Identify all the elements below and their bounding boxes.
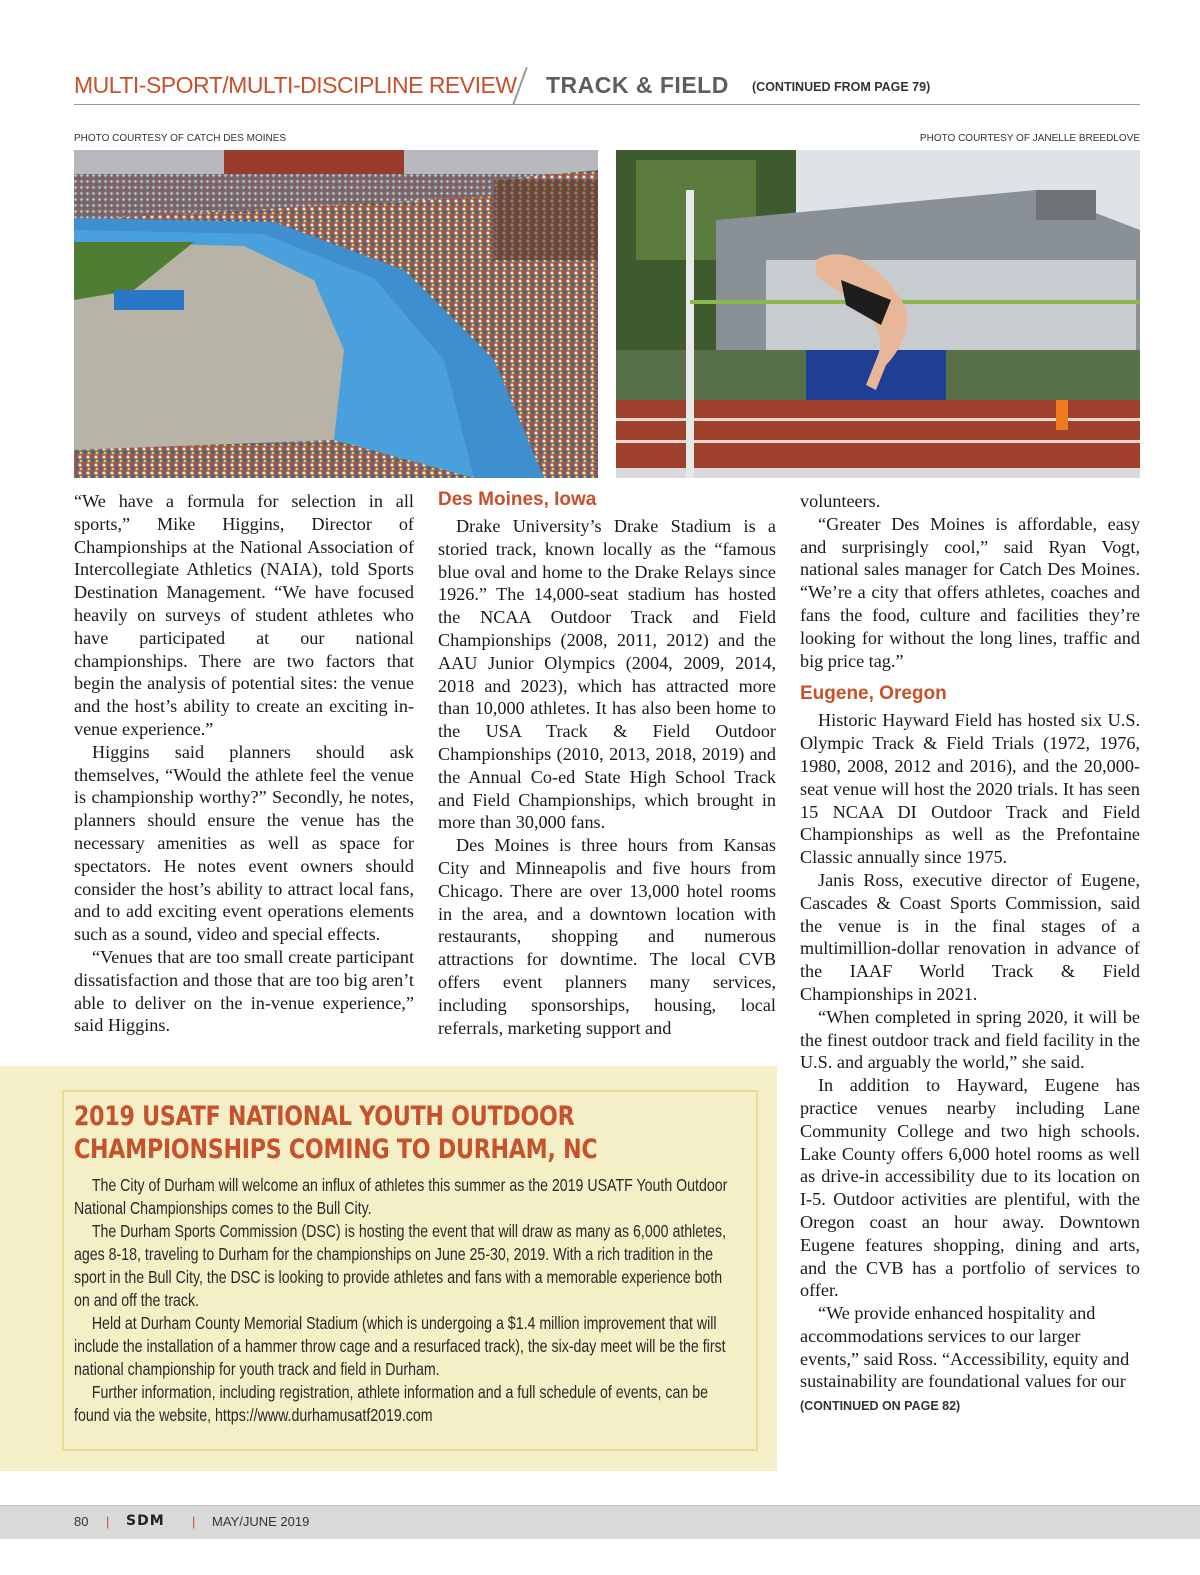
section-title: TRACK & FIELD bbox=[546, 72, 729, 98]
article-paragraph bbox=[800, 1302, 1140, 1418]
photo-credit-right: PHOTO COURTESY OF JANELLE BREEDLOVE bbox=[919, 133, 1140, 144]
sidebar-title bbox=[74, 1100, 632, 1166]
stadium-photo bbox=[74, 150, 598, 478]
sidebar-paragraph: Held at Durham County Memorial Stadium (which is undergoing a $1.4 million improvement that will include the installation of a hammer throw cage and a resurfaced track), the six-day meet will be the first national championship for youth track and field in Durham. bbox=[74, 1313, 726, 1379]
sidebar-paragraph: The Durham Sports Commission (DSC) is hosting the event that will draw as many as 6,000 athletes, ages 8-18, traveling to Durham for the championships on June 25-30, 2019. With a rich tradition in the sport in the Bull City, the DSC is looking to provide athletes and fans with a memorable experience both on and off the track. bbox=[74, 1221, 727, 1310]
article-paragraph: volunteers. bbox=[800, 491, 881, 511]
sidebar-body bbox=[74, 1174, 741, 1427]
article-paragraph: In addition to Hayward, Eugene has practice venues nearby including Lane Community College and two high schools. Lake County offers 6,000 hotel rooms as well as drive-in accessibility due to its location on I-5. Outdoor activities are plentiful, with the Oregon coast an hour away. Downtown Eugene features shopping, dining and arts, and the CVB has a portfolio of services to offer. bbox=[800, 1075, 1140, 1301]
photo-credit-left: PHOTO COURTESY OF CATCH DES MOINES bbox=[74, 133, 287, 144]
footer-divider: | bbox=[192, 1514, 196, 1529]
article-paragraph: Des Moines is three hours from Kansas City and Minneapolis and five hours from Chicago. There are over 13,000 hotel rooms in the area, and a downtown location with restaurants, shopping and numerous attractions for downtime. The local CVB offers event planners many services, including sponsorships, housing, local referrals, marketing support and bbox=[438, 835, 776, 1038]
article-paragraph: Drake University’s Drake Stadium is a storied track, known locally as the “famous blue oval and home to the Drake Relays since 1926.” The 14,000-seat stadium has hosted the NCAA Outdoor Track and Field Championships (2008, 2011, 2012) and the AAU Junior Olympics (2004, 2009, 2014, 2018 and 2023), which has attracted more than 10,000 athletes. It has also been home to the USA Track & Field Outdoor Championships (2010, 2013, 2018, 2019) and the Annual Co-ed State High School Track and Field Championships, which brought in more than 30,000 fans. bbox=[438, 516, 776, 833]
page-header bbox=[74, 68, 1140, 105]
issue-date: MAY/JUNE 2019 bbox=[212, 1514, 310, 1529]
high-jump-photo bbox=[616, 150, 1140, 478]
article-paragraph: “Venues that are too small create participant dissatisfaction and those that are too big aren’t able to deliver on the in-venue experience,” said Higgins. bbox=[74, 946, 414, 1036]
page-footer bbox=[0, 1505, 1200, 1539]
article-paragraph: Higgins said planners should ask themselves, “Would the athlete feel the venue is championship worthy?” Secondly, he notes, planners should ensure the venue has the necessary amenities as well as space for spectators. He notes event owners should consider the host’s ability to attract local fans, and to add exciting event operations elements such as a sound, video and special effects. bbox=[74, 741, 414, 945]
subhead-eugene: Eugene, Oregon bbox=[800, 683, 947, 705]
sidebar-paragraph: The City of Durham will welcome an influx of athletes this summer as the 2019 USATF Youth Outdoor National Championships comes to the Bull City. bbox=[74, 1175, 728, 1218]
article-column-2 bbox=[438, 488, 776, 1039]
continued-on-note: (CONTINUED ON PAGE 82) bbox=[800, 1399, 961, 1414]
sidebar-paragraph: Further information, including registration, athlete information and a full schedule of events, can be found via the website, https://www.durhamusatf2019.com bbox=[74, 1382, 709, 1425]
article-paragraph: “We have a formula for selection in all sports,” Mike Higgins, Director of Championships at the National Association of Intercollegiate Athletics (NAIA), told Sports Destination Management. “We have focused heavily on surveys of student athletes who have participated at our national championships. There are two factors that begin the analysis of potential sites: the venue and the host’s ability to create an exciting in-venue experience.” bbox=[74, 491, 414, 739]
article-paragraph: Historic Hayward Field has hosted six U.S. Olympic Track & Field Trials (1972, 1976, 1980, 2008, 2012 and 2016), and the 20,000-seat venue will host the 2020 trials. It has seen 15 NCAA DI Outdoor Track and Field Championships as well as the Prefontaine Classic annually since 1975. bbox=[800, 710, 1140, 868]
article-last-paragraph: “We provide enhanced hospitality and accommodations services to our larger events,” said Ross. “Accessibility, equity and sustainability are foundational values for our bbox=[800, 1303, 1130, 1392]
article-paragraph: Janis Ross, executive director of Eugene, Cascades & Coast Sports Commission, said the venue is in the final stages of a multimillion-dollar renovation in advance of the IAAF World Track & Field Championships in 2021. bbox=[800, 869, 1140, 1004]
section-kicker: MULTI-SPORT/MULTI-DISCIPLINE REVIEW bbox=[74, 72, 517, 98]
continued-from-note: (CONTINUED FROM PAGE 79) bbox=[752, 80, 931, 94]
footer-divider: | bbox=[106, 1514, 110, 1529]
subhead-des-moines: Des Moines, Iowa bbox=[438, 489, 597, 510]
article-column-1 bbox=[74, 490, 414, 1037]
magazine-logo: SDM bbox=[126, 1513, 165, 1529]
page-number: 80 bbox=[74, 1514, 89, 1529]
sidebar-title-line-2: CHAMPIONSHIPS COMING TO DURHAM, NC bbox=[74, 1134, 598, 1165]
article-paragraph: “Greater Des Moines is affordable, easy and surprisingly cool,” said Ryan Vogt, national sales manager for Catch Des Moines. “We’re a city that offers athletes, coaches and fans the food, culture and facilities they’re looking for without the long lines, traffic and big price tag.” bbox=[800, 513, 1140, 671]
sidebar-title-line-1: 2019 USATF NATIONAL YOUTH OUTDOOR bbox=[74, 1101, 575, 1132]
article-column-3 bbox=[800, 490, 1140, 1418]
article-paragraph: “When completed in spring 2020, it will be the finest outdoor track and field facility in the U.S. and arguably the world,” she said. bbox=[800, 1006, 1140, 1073]
